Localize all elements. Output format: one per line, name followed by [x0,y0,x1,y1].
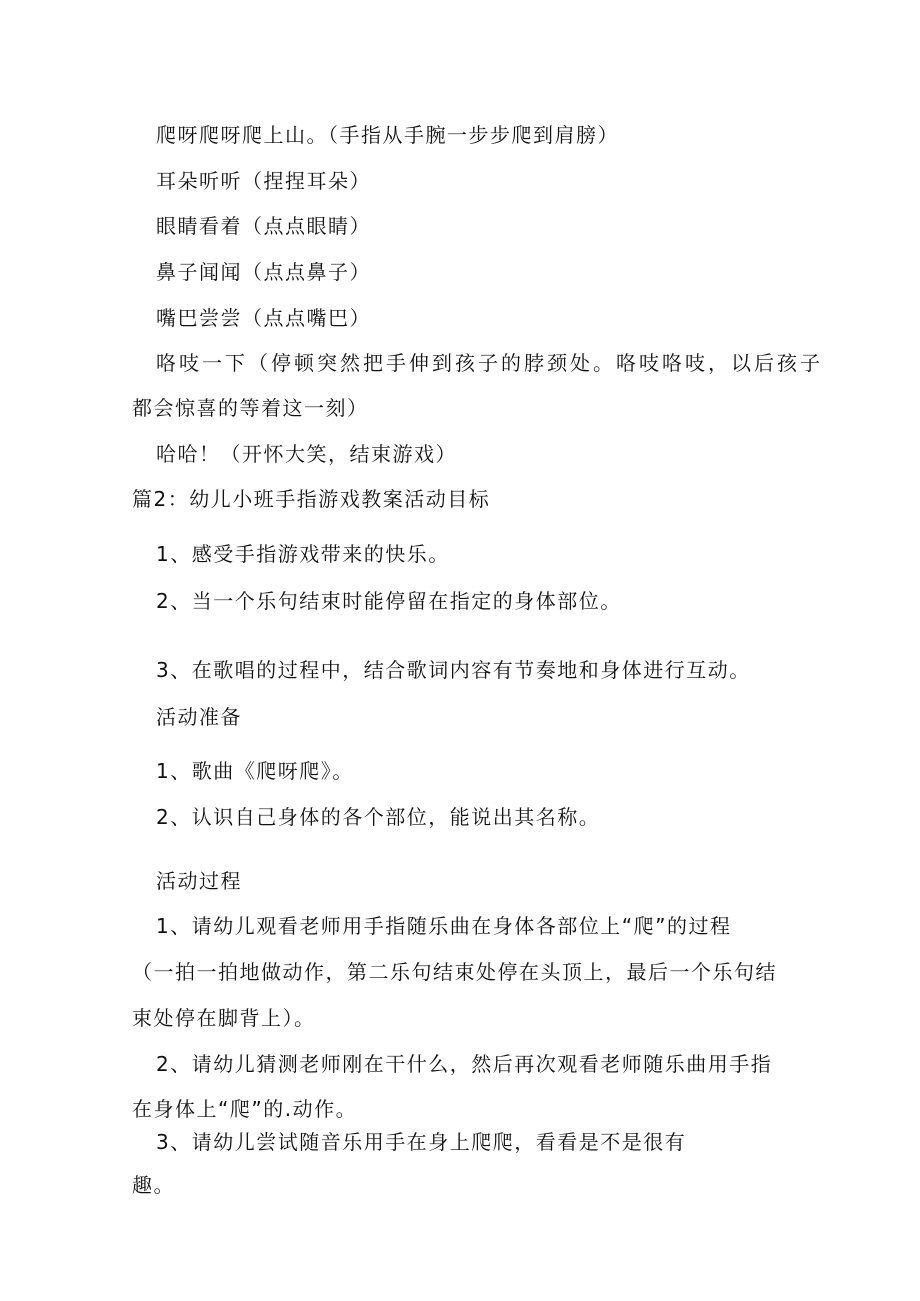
text-line: 趣。 [132,1173,175,1197]
text-line: 咯吱一下（停顿突然把手伸到孩子的脖颈处。咯吱咯吱，以后孩子 [156,351,823,375]
text-line: 眼睛看着（点点眼睛） [156,214,371,238]
text-line: 束处停在脚背上）。 [132,1006,316,1030]
section-heading: 活动过程 [156,869,242,893]
text-line: 在身体上“爬”的.动作。 [132,1097,358,1121]
list-item: 2、当一个乐句结束时能停留在指定的身体部位。 [156,589,622,613]
list-item: 1、歌曲《爬呀爬》。 [156,759,354,783]
text-line: 嘴巴尝尝（点点嘴巴） [156,306,371,330]
section-heading: 篇2：幼儿小班手指游戏教案活动目标 [132,487,491,511]
list-item: 3、请幼儿尝试随音乐用手在身上爬爬，看看是不是很有 [156,1130,687,1154]
text-line: 哈哈！（开怀大笑，结束游戏） [156,442,457,466]
text-line: 都会惊喜的等着这一刻） [132,396,369,420]
text-line: 爬呀爬呀爬上山。（手指从手腕一步步爬到肩膀） [156,123,619,147]
list-item: 2、认识自己身体的各个部位，能说出其名称。 [156,805,601,829]
text-line: 鼻子闻闻（点点鼻子） [156,260,371,284]
list-item: 1、请幼儿观看老师用手指随乐曲在身体各部位上“爬”的过程 [156,914,732,938]
text-line: 耳朵听听（捏捏耳朵） [156,169,371,193]
list-item: 3、在歌唱的过程中，结合歌词内容有节奏地和身体进行互动。 [156,658,751,682]
section-heading: 活动准备 [156,705,242,729]
list-item: 1、感受手指游戏带来的快乐。 [156,542,450,566]
list-item: 2、请幼儿猜测老师刚在干什么，然后再次观看老师随乐曲用手指 [156,1052,773,1076]
text-line: （一拍一拍地做动作，第二乐句结束处停在头顶上，最后一个乐句结 [132,960,777,984]
